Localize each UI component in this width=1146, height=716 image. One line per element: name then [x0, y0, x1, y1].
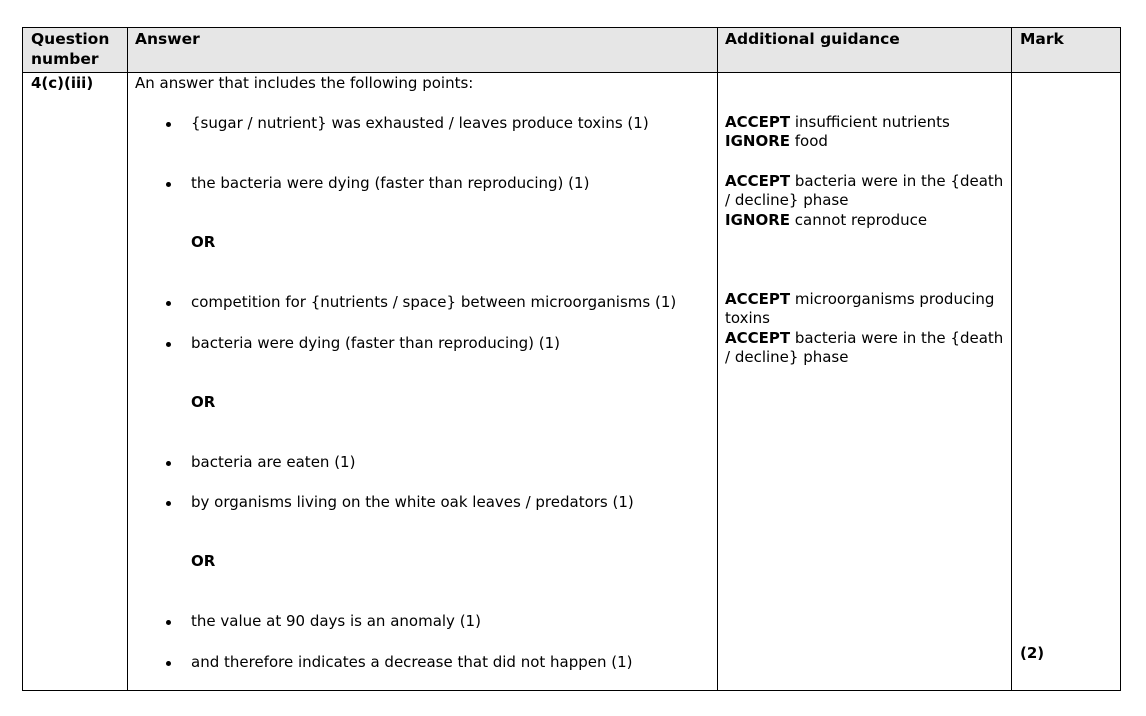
answer-point: the bacteria were dying (faster than reproducing) (1): [191, 174, 590, 192]
answer-point: by organisms living on the white oak leaves / predators (1): [191, 493, 634, 511]
bullet-icon: [166, 342, 171, 347]
question-number: 4(c)(iii): [31, 74, 94, 92]
answer-point: bacteria are eaten (1): [191, 453, 356, 471]
header-mark: Mark: [1020, 30, 1064, 48]
guidance-keyword: IGNORE: [725, 132, 790, 150]
bullet-icon: [166, 501, 171, 506]
guidance-line: / decline} phase: [725, 348, 849, 366]
bullet-icon: [166, 661, 171, 666]
guidance-keyword: ACCEPT: [725, 290, 791, 308]
header-additional-guidance: Additional guidance: [725, 30, 900, 48]
guidance-line: [725, 132, 828, 152]
guidance-line: [725, 211, 927, 231]
header-answer: Answer: [135, 30, 200, 48]
header-divider: [23, 72, 1120, 73]
bullet-icon: [166, 461, 171, 466]
answer-point: bacteria were dying (faster than reproducing) (1): [191, 334, 561, 352]
bullet-icon: [166, 182, 171, 187]
column-divider: [127, 28, 128, 690]
guidance-line: / decline} phase: [725, 191, 849, 209]
bullet-icon: [166, 122, 171, 127]
guidance-text: insufficient nutrients: [790, 113, 950, 131]
answer-point: {sugar / nutrient} was exhausted / leaves produce toxins (1): [191, 114, 649, 132]
column-divider: [1011, 28, 1012, 690]
or-separator: OR: [191, 552, 216, 570]
guidance-keyword: ACCEPT: [725, 329, 791, 347]
answer-point: the value at 90 days is an anomaly (1): [191, 612, 481, 630]
column-divider: [717, 28, 718, 690]
or-separator: OR: [191, 233, 216, 251]
header-question-number: Question number: [31, 30, 110, 68]
guidance-text: microorganisms producing: [790, 290, 995, 308]
guidance-keyword: IGNORE: [725, 211, 790, 229]
answer-point: competition for {nutrients / space} between microorganisms (1): [191, 293, 677, 311]
guidance-line: toxins: [725, 309, 770, 327]
or-separator: OR: [191, 393, 216, 411]
guidance-text: bacteria were in the {death: [790, 172, 1004, 190]
mark-value: (2): [1020, 644, 1045, 662]
guidance-line: [725, 329, 1003, 349]
bullet-icon: [166, 301, 171, 306]
guidance-keyword: ACCEPT: [725, 113, 791, 131]
mark-scheme-table: [22, 27, 1121, 691]
guidance-keyword: ACCEPT: [725, 172, 791, 190]
answer-point: and therefore indicates a decrease that did not happen (1): [191, 653, 633, 671]
answer-intro: An answer that includes the following points:: [135, 74, 474, 92]
guidance-text: cannot reproduce: [790, 211, 928, 229]
guidance-line: [725, 113, 950, 133]
guidance-text: bacteria were in the {death: [790, 329, 1004, 347]
guidance-line: [725, 290, 994, 310]
guidance-line: [725, 172, 1003, 192]
bullet-icon: [166, 620, 171, 625]
guidance-text: food: [790, 132, 828, 150]
